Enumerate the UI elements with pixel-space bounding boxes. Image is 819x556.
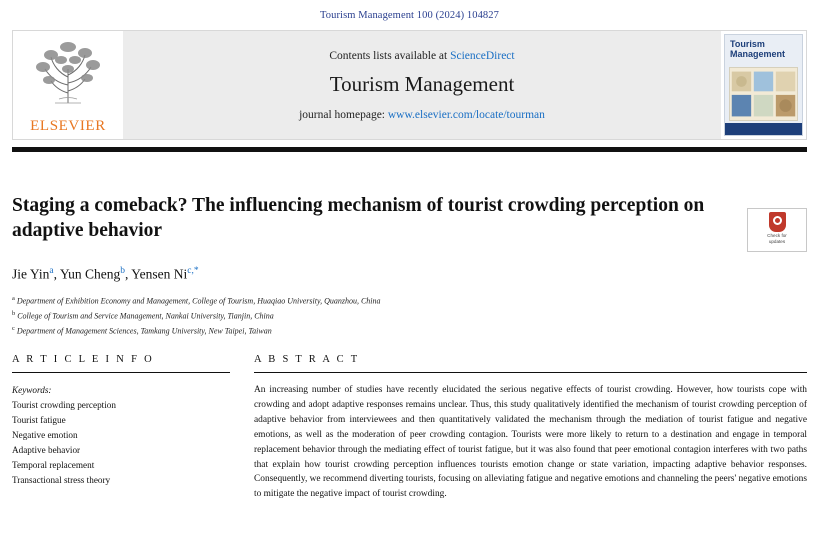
affiliation-index: b [12,310,16,318]
affiliation-index: c [12,324,15,332]
keyword-item: Transactional stress theory [12,474,111,485]
abstract-column [254,354,807,502]
keywords-label: Keywords: [12,385,52,396]
affiliation-list [12,294,807,338]
running-head: Tourism Management 100 (2024) 104827 [319,10,499,21]
author-separator: , [124,266,132,282]
crossmark-line1: Check for [767,233,787,238]
author-affiliation-mark: b [120,265,125,276]
cover-footer-bar [725,123,802,135]
cover-art-icon [730,68,797,120]
crossmark-shield-icon [769,212,786,232]
cover-artwork [729,67,798,121]
article-info-heading: A R T I C L E I N F O [12,354,230,373]
affiliation-item [12,324,807,339]
elsevier-wordmark: ELSEVIER [30,118,106,134]
keywords-block [12,383,230,487]
author-name: Yun Cheng [59,266,121,282]
elsevier-logo-box [12,30,123,140]
author-list [12,266,807,283]
journal-cover-thumbnail [721,30,807,140]
crossmark-badge[interactable] [747,208,807,252]
cover-inner [724,34,803,136]
affiliation-item [12,294,807,309]
masthead-rule [12,147,807,152]
author-separator: , [53,266,60,282]
info-abstract-columns [12,354,807,502]
author-affiliation-mark: a [49,265,54,276]
affiliation-item [12,309,807,324]
keyword-item: Tourist crowding perception [12,400,116,411]
page-title: Staging a comeback? The influencing mechanism of tourist crowding perception on adaptive behavior [12,195,705,241]
affiliation-text: Department of Exhibition Economy and Management, College of Tourism, Huaqiao University, Quanzhou, China [16,297,381,307]
article-info-column [12,354,230,502]
elsevier-tree-icon [25,35,111,107]
keyword-item: Negative emotion [12,429,78,440]
title-area [12,194,807,244]
keyword-item: Tourist fatigue [12,415,66,426]
author-name: Yensen Ni [131,266,188,282]
sciencedirect-link[interactable]: ScienceDirect [450,49,515,62]
keyword-item: Adaptive behavior [12,444,81,455]
contents-prefix: Contents lists available at [329,49,448,62]
contents-line [329,50,514,62]
affiliation-text: College of Tourism and Service Management, Nankai University, Tianjin, China [17,311,274,321]
journal-masthead [12,30,807,140]
crossmark-line2: updates [768,238,786,244]
abstract-text: An increasing number of studies have recently elucidated the serious negative effects of tourist crowding. However, how tourists cope with crowding and adopt adaptive responses remains unclear. Thus, this study qualitatively identified the mechanism of tourist crowding perception of adaptive behavior from interviewees and then quantitatively validated the mechanism through the mediation of tourist fatigue and negative emotions, as well as the moderation of peer crowding contagion. Tourists were more likely to return to a destination and engage in temporal replacement behavior through the mediating effect of tourist fatigue, but it was also found that peer emotional contagion interferes with two paths that explain how tourist crowding perception influences tourists emotion change or state variation, impacting adaptive behavior responses. Consequently, we recommend diverting tourists, focusing on alleviating fatigue and negative emotions and channeling the peers' negative emotions to mitigate the negative impact of tourist crowding. [254,385,807,500]
cover-journal-title: Tourism Management [730,39,786,60]
affiliation-text: Department of Management Sciences, Tamkang University, New Taipei, Taiwan [16,326,272,336]
affiliation-index: a [12,295,15,303]
journal-homepage-link[interactable]: www.elsevier.com/locate/tourman [387,108,545,121]
homepage-prefix: journal homepage: [299,108,385,121]
journal-title: Tourism Management [329,71,515,96]
author-name: Jie Yin [12,266,50,282]
abstract-heading: A B S T R A C T [254,354,807,373]
author-affiliation-mark: c,* [187,265,199,276]
homepage-line [299,109,545,121]
masthead-center [123,30,721,140]
keyword-item: Temporal replacement [12,459,95,470]
